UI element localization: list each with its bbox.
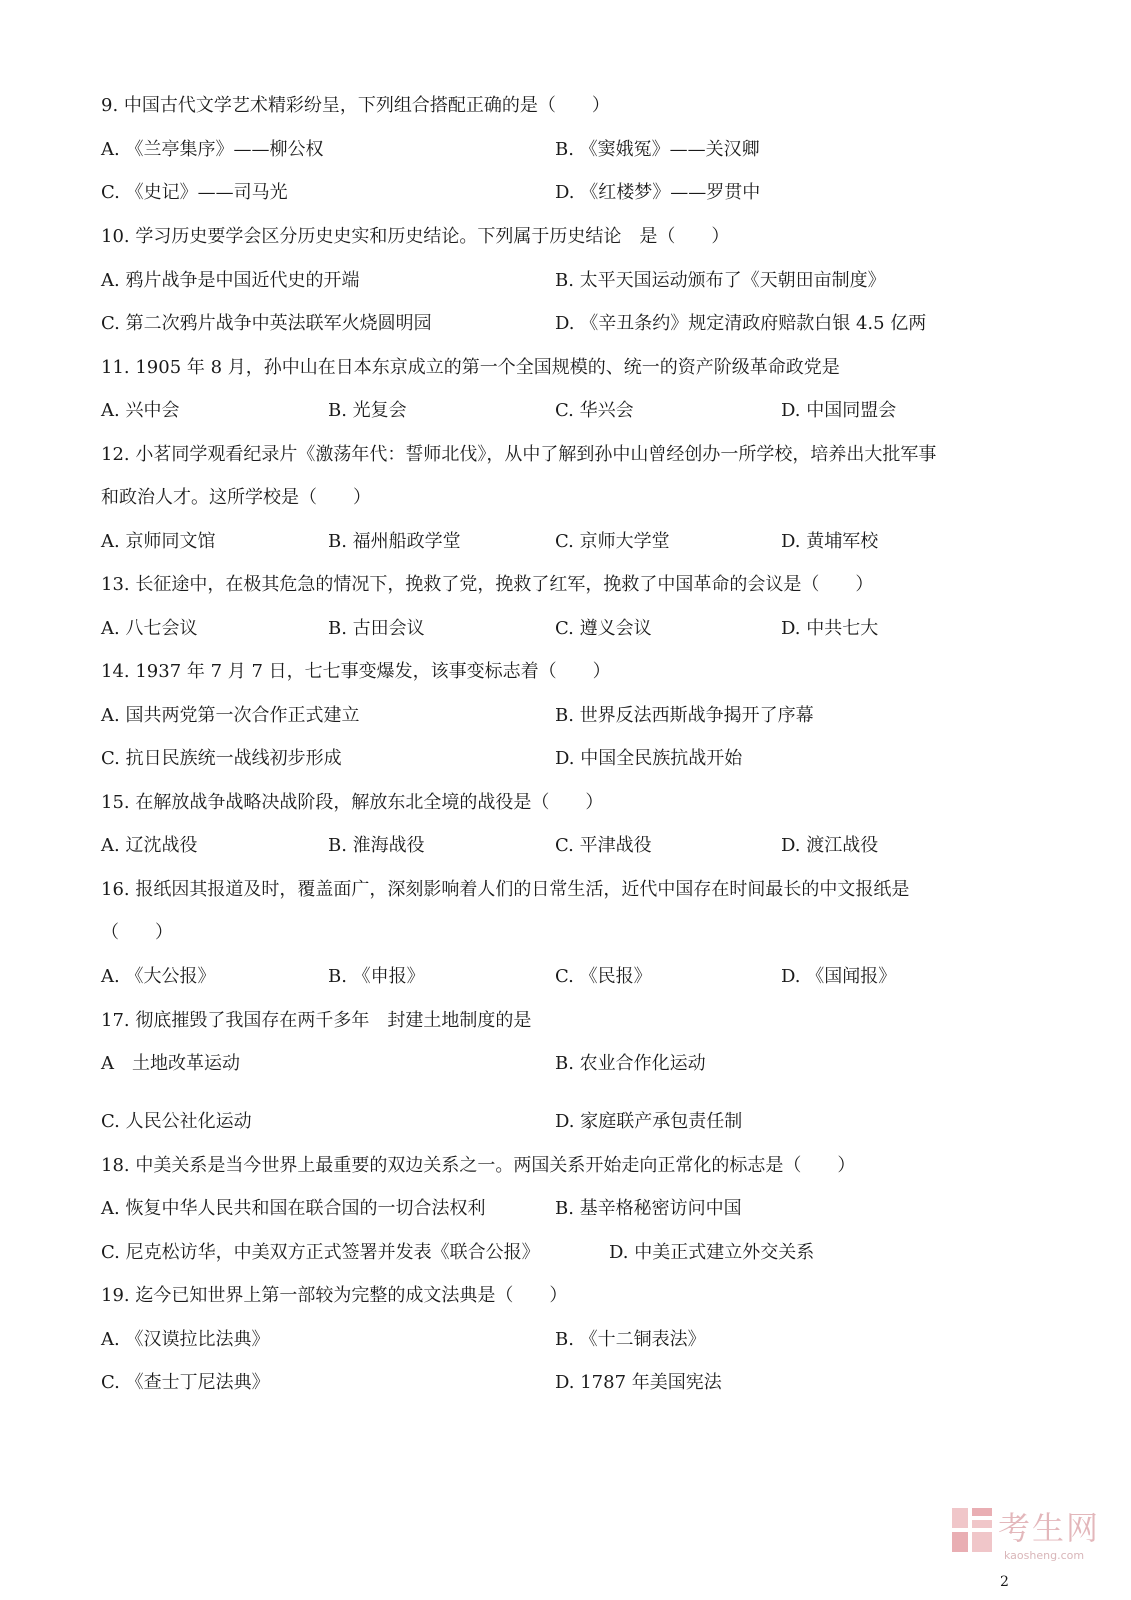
question-11-option-c: C. 华兴会 bbox=[555, 400, 634, 421]
question-16-option-c: C. 《民报》 bbox=[555, 966, 652, 987]
question-14-options-row-2 bbox=[101, 744, 1041, 774]
question-12-option-c: C. 京师大学堂 bbox=[555, 531, 670, 552]
question-16-option-b: B. 《申报》 bbox=[328, 966, 425, 987]
question-16-options bbox=[101, 962, 1041, 992]
question-18-option-a: A. 恢复中华人民共和国在联合国的一切合法权利 bbox=[101, 1198, 486, 1219]
question-12-option-a: A. 京师同文馆 bbox=[101, 531, 216, 552]
question-13-option-b: B. 古田会议 bbox=[328, 618, 425, 639]
question-12-option-d: D. 黄埔军校 bbox=[781, 531, 879, 552]
question-17-option-b: B. 农业合作化运动 bbox=[555, 1053, 706, 1074]
question-16-stem-line-1: 16. 报纸因其报道及时，覆盖面广，深刻影响着人们的日常生活，近代中国存在时间最长的中文报纸是 bbox=[101, 879, 910, 900]
question-13-option-c: C. 遵义会议 bbox=[555, 618, 652, 639]
question-19-option-a: A. 《汉谟拉比法典》 bbox=[101, 1329, 270, 1350]
watermark-text: 考生网 bbox=[998, 1509, 1101, 1547]
question-14-stem: 14. 1937 年 7 月 7 日，七七事变爆发，该事变标志着（ ） bbox=[101, 661, 611, 682]
question-10-option-d: D. 《辛丑条约》规定清政府赔款白银 4.5 亿两 bbox=[555, 313, 927, 334]
question-12-stem-line-2: 和政治人才。这所学校是（ ） bbox=[101, 487, 371, 508]
question-9-options-row-2 bbox=[101, 178, 1041, 208]
question-17-option-d: D. 家庭联产承包责任制 bbox=[555, 1111, 743, 1132]
question-9-stem: 9. 中国古代文学艺术精彩纷呈，下列组合搭配正确的是（ ） bbox=[101, 95, 610, 116]
watermark-url: kaosheng.com bbox=[1004, 1549, 1085, 1562]
question-15-option-a: A. 辽沈战役 bbox=[101, 835, 198, 856]
question-18-options-row-1 bbox=[101, 1194, 1041, 1224]
question-10-option-b: B. 太平天国运动颁布了《天朝田亩制度》 bbox=[555, 270, 886, 291]
question-9-option-d: D. 《红楼梦》——罗贯中 bbox=[555, 182, 761, 203]
question-11-option-b: B. 光复会 bbox=[328, 400, 407, 421]
question-15-options bbox=[101, 831, 1041, 861]
question-15-stem: 15. 在解放战争战略决战阶段，解放东北全境的战役是（ ） bbox=[101, 792, 604, 813]
question-19-option-c: C. 《查士丁尼法典》 bbox=[101, 1372, 270, 1393]
question-15-option-c: C. 平津战役 bbox=[555, 835, 652, 856]
question-18-stem: 18. 中美关系是当今世界上最重要的双边关系之一。两国关系开始走向正常化的标志是（ ） bbox=[101, 1155, 856, 1176]
question-15-option-d: D. 渡江战役 bbox=[781, 835, 879, 856]
question-10-options-row-2 bbox=[101, 309, 1041, 339]
question-10-stem: 10. 学习历史要学会区分历史史实和历史结论。下列属于历史结论 是（ ） bbox=[101, 226, 730, 247]
question-17-options-row-2 bbox=[101, 1107, 1041, 1137]
question-10-option-c: C. 第二次鸦片战争中英法联军火烧圆明园 bbox=[101, 313, 432, 334]
question-18-options-row-2 bbox=[101, 1238, 1041, 1268]
question-10-options-row-1 bbox=[101, 266, 1041, 296]
question-14-option-d: D. 中国全民族抗战开始 bbox=[555, 748, 743, 769]
question-10-option-a: A. 鸦片战争是中国近代史的开端 bbox=[101, 270, 360, 291]
question-15-option-b: B. 淮海战役 bbox=[328, 835, 425, 856]
question-9-option-b: B. 《窦娥冤》——关汉卿 bbox=[555, 139, 760, 160]
question-18-option-b: B. 基辛格秘密访问中国 bbox=[555, 1198, 742, 1219]
kaosheng-watermark bbox=[950, 1504, 1100, 1574]
question-19-option-d: D. 1787 年美国宪法 bbox=[555, 1372, 722, 1393]
question-14-option-a: A. 国共两党第一次合作正式建立 bbox=[101, 705, 360, 726]
question-14-option-c: C. 抗日民族统一战线初步形成 bbox=[101, 748, 342, 769]
question-11-option-d: D. 中国同盟会 bbox=[781, 400, 897, 421]
question-19-options-row-1 bbox=[101, 1325, 1041, 1355]
question-13-option-d: D. 中共七大 bbox=[781, 618, 879, 639]
question-16-stem-line-2: （ ） bbox=[101, 922, 173, 943]
question-17-stem: 17. 彻底摧毁了我国存在两千多年 封建土地制度的是 bbox=[101, 1010, 532, 1031]
question-9-option-a: A. 《兰亭集序》——柳公权 bbox=[101, 139, 324, 160]
question-9-options-row-1 bbox=[101, 135, 1041, 165]
question-19-option-b: B. 《十二铜表法》 bbox=[555, 1329, 706, 1350]
question-11-stem: 11. 1905 年 8 月，孙中山在日本东京成立的第一个全国规模的、统一的资产阶级革命政党是 bbox=[101, 357, 840, 378]
question-13-stem: 13. 长征途中，在极其危急的情况下，挽救了党，挽救了红军，挽救了中国革命的会议是（ ） bbox=[101, 574, 874, 595]
question-16-option-a: A. 《大公报》 bbox=[101, 966, 216, 987]
question-17-options-row-1 bbox=[101, 1049, 1041, 1079]
question-16-option-d: D. 《国闻报》 bbox=[781, 966, 897, 987]
page-number: 2 bbox=[1000, 1574, 1009, 1590]
question-18-option-d: D. 中美正式建立外交关系 bbox=[609, 1242, 815, 1263]
question-11-options bbox=[101, 396, 1041, 426]
question-12-option-b: B. 福州船政学堂 bbox=[328, 531, 461, 552]
question-13-options bbox=[101, 614, 1041, 644]
question-17-option-a: A 土地改革运动 bbox=[101, 1053, 240, 1074]
question-19-stem: 19. 迄今已知世界上第一部较为完整的成文法典是（ ） bbox=[101, 1285, 568, 1306]
question-18-option-c: C. 尼克松访华，中美双方正式签署并发表《联合公报》 bbox=[101, 1242, 540, 1263]
question-12-stem-line-1: 12. 小茗同学观看纪录片《激荡年代：誓师北伐》，从中了解到孙中山曾经创办一所学校，培养出大批军事 bbox=[101, 444, 937, 465]
question-9-option-c: C. 《史记》——司马光 bbox=[101, 182, 288, 203]
question-14-option-b: B. 世界反法西斯战争揭开了序幕 bbox=[555, 705, 814, 726]
question-17-option-c: C. 人民公社化运动 bbox=[101, 1111, 252, 1132]
kaosheng-logo-icon bbox=[950, 1504, 994, 1554]
question-19-options-row-2 bbox=[101, 1368, 1041, 1398]
question-13-option-a: A. 八七会议 bbox=[101, 618, 198, 639]
question-11-option-a: A. 兴中会 bbox=[101, 400, 180, 421]
question-12-options bbox=[101, 527, 1041, 557]
question-14-options-row-1 bbox=[101, 701, 1041, 731]
